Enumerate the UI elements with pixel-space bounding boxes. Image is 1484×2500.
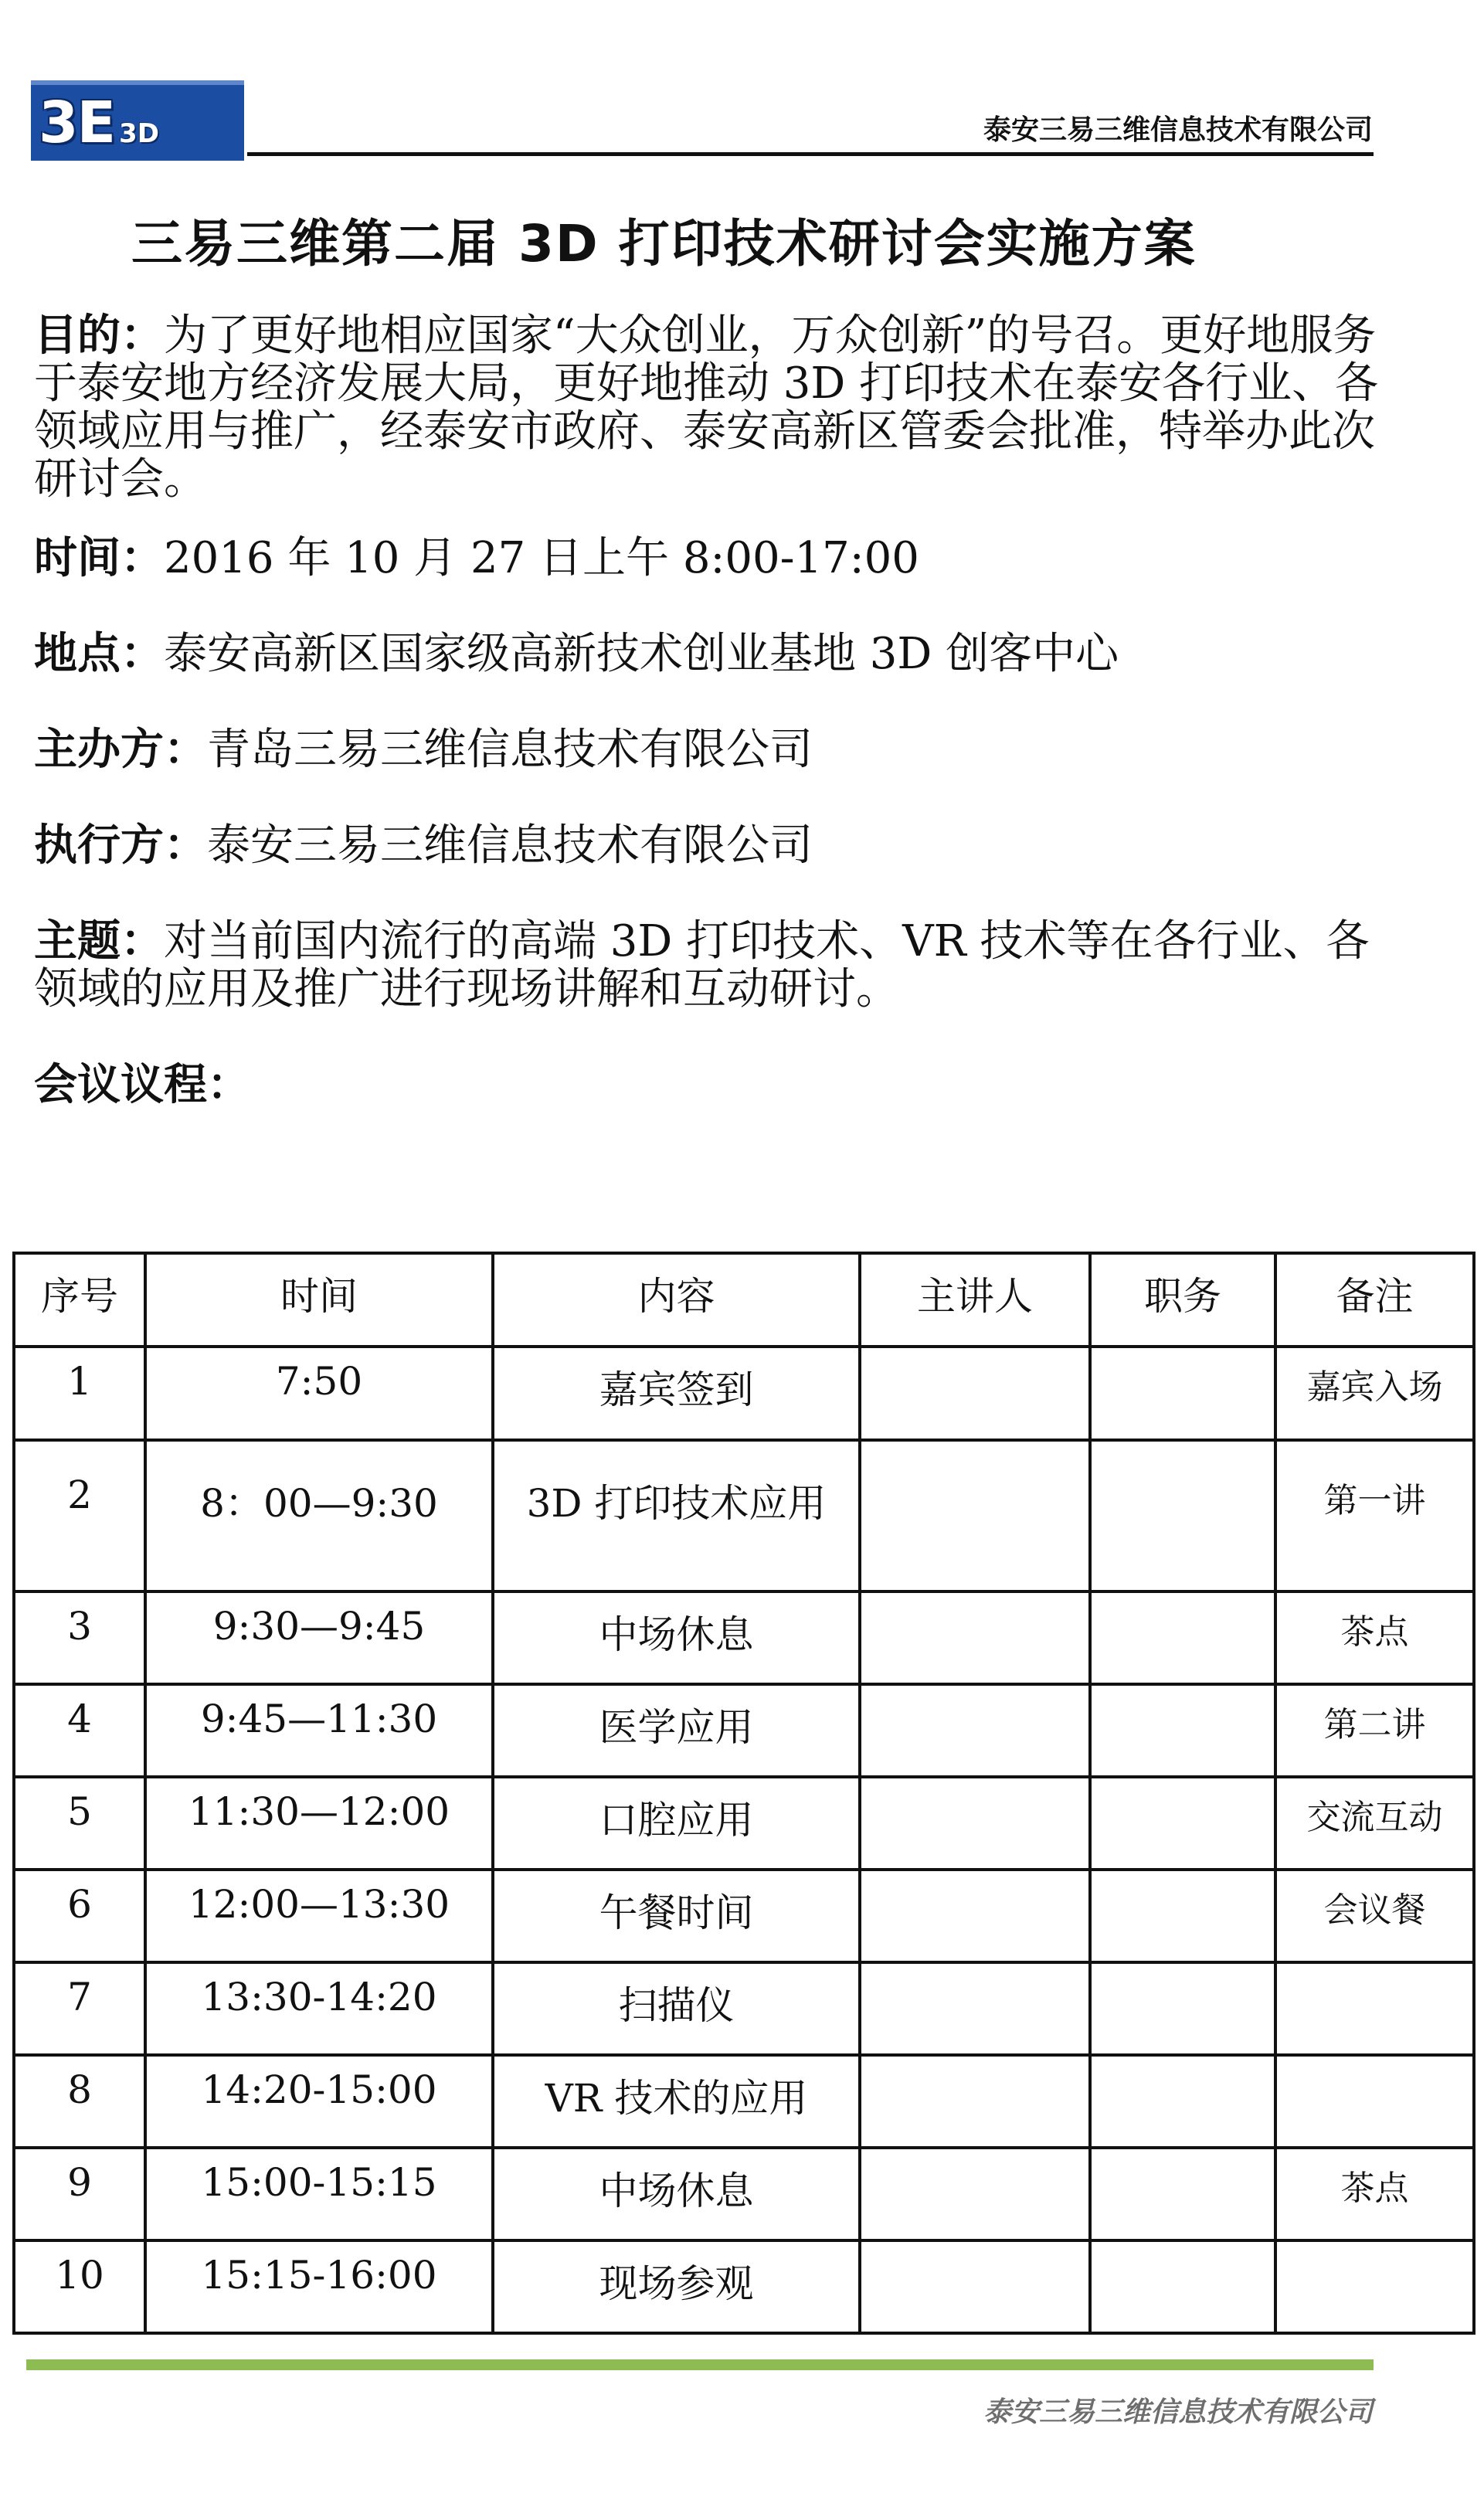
cell-content: 3D 打印技术应用 xyxy=(493,1440,860,1591)
cell-no: 10 xyxy=(14,2240,145,2333)
cell-speaker xyxy=(860,1684,1090,1777)
cell-content: 中场休息 xyxy=(493,2148,860,2240)
cell-speaker xyxy=(860,1347,1090,1440)
cell-no: 8 xyxy=(14,2055,145,2148)
cell-speaker xyxy=(860,1440,1090,1591)
host-paragraph xyxy=(34,726,1409,774)
cell-note: 茶点 xyxy=(1275,1591,1474,1684)
cell-note: 会议餐 xyxy=(1275,1870,1474,1962)
header-time: 时间 xyxy=(145,1253,493,1347)
table-row xyxy=(14,2055,1474,2148)
table-row xyxy=(14,1347,1474,1440)
cell-no: 9 xyxy=(14,2148,145,2240)
cell-note: 茶点 xyxy=(1275,2148,1474,2240)
cell-time: 8：00—9:30 xyxy=(145,1440,493,1591)
table-row xyxy=(14,1684,1474,1777)
purpose-text: 为了更好地相应国家“大众创业，万众创新”的号召。更好地服务于泰安地方经济发展大局，更好地推动 3D 打印技术在泰安各行业、各领域应用与推广，经泰安市政府、泰安高新区管委会批准，特举办此次研讨会。 xyxy=(34,311,1379,504)
agenda-table xyxy=(12,1252,1476,2335)
theme-text: 对当前国内流行的高端 3D 打印技术、VR 技术等在各行业、各领域的应用及推广进行现场讲解和互动研讨。 xyxy=(34,916,1370,1014)
cell-position xyxy=(1090,2055,1275,2148)
cell-note: 第二讲 xyxy=(1275,1684,1474,1777)
cell-time: 9:30—9:45 xyxy=(145,1591,493,1684)
company-logo xyxy=(31,80,244,161)
header-note: 备注 xyxy=(1275,1253,1474,1347)
logo-mark: 3E xyxy=(39,90,115,156)
footer-divider xyxy=(26,2359,1374,2370)
agenda-header-row xyxy=(14,1253,1474,1347)
cell-content: 医学应用 xyxy=(493,1684,860,1777)
theme-label: 主题： xyxy=(34,916,164,966)
header-speaker: 主讲人 xyxy=(860,1253,1090,1347)
location-label: 地点： xyxy=(34,629,164,679)
cell-speaker xyxy=(860,1870,1090,1962)
cell-position xyxy=(1090,2240,1275,2333)
header-no: 序号 xyxy=(14,1253,145,1347)
agenda-label-paragraph xyxy=(34,1061,1409,1109)
theme-paragraph xyxy=(34,918,1409,1014)
header-position: 职务 xyxy=(1090,1253,1275,1347)
executor-text: 泰安三易三维信息技术有限公司 xyxy=(207,820,813,871)
table-row xyxy=(14,1777,1474,1870)
cell-no: 3 xyxy=(14,1591,145,1684)
logo-sub-mark: 3D xyxy=(119,118,159,149)
table-row xyxy=(14,2240,1474,2333)
cell-position xyxy=(1090,1591,1275,1684)
cell-no: 4 xyxy=(14,1684,145,1777)
table-row xyxy=(14,2148,1474,2240)
document-title: 三易三维第二届 3D 打印技术研讨会实施方案 xyxy=(131,214,1197,273)
cell-time: 13:30-14:20 xyxy=(145,1962,493,2055)
cell-content: 中场休息 xyxy=(493,1591,860,1684)
cell-content: VR 技术的应用 xyxy=(493,2055,860,2148)
cell-position xyxy=(1090,2148,1275,2240)
cell-content: 午餐时间 xyxy=(493,1870,860,1962)
header-divider xyxy=(247,152,1374,156)
cell-time: 12:00—13:30 xyxy=(145,1870,493,1962)
cell-time: 15:15-16:00 xyxy=(145,2240,493,2333)
cell-position xyxy=(1090,1347,1275,1440)
cell-note: 交流互动 xyxy=(1275,1777,1474,1870)
header-content: 内容 xyxy=(493,1253,860,1347)
cell-content: 扫描仪 xyxy=(493,1962,860,2055)
table-row xyxy=(14,1870,1474,1962)
cell-speaker xyxy=(860,2148,1090,2240)
cell-note xyxy=(1275,2240,1474,2333)
cell-speaker xyxy=(860,1962,1090,2055)
table-row xyxy=(14,1962,1474,2055)
cell-position xyxy=(1090,1440,1275,1591)
executor-paragraph xyxy=(34,822,1409,870)
cell-speaker xyxy=(860,1777,1090,1870)
cell-content: 口腔应用 xyxy=(493,1777,860,1870)
cell-note: 嘉宾入场 xyxy=(1275,1347,1474,1440)
cell-no: 7 xyxy=(14,1962,145,2055)
executor-label: 执行方： xyxy=(34,820,207,871)
host-label: 主办方： xyxy=(34,725,207,775)
cell-no: 6 xyxy=(14,1870,145,1962)
cell-no: 1 xyxy=(14,1347,145,1440)
cell-position xyxy=(1090,1962,1275,2055)
cell-position xyxy=(1090,1870,1275,1962)
purpose-label: 目的： xyxy=(34,311,164,361)
time-paragraph xyxy=(34,535,1409,583)
cell-speaker xyxy=(860,1591,1090,1684)
cell-speaker xyxy=(860,2055,1090,2148)
cell-speaker xyxy=(860,2240,1090,2333)
cell-content: 嘉宾签到 xyxy=(493,1347,860,1440)
location-paragraph xyxy=(34,630,1409,678)
time-text: 2016 年 10 月 27 日上午 8:00-17:00 xyxy=(164,533,919,583)
cell-time: 7:50 xyxy=(145,1347,493,1440)
table-row xyxy=(14,1440,1474,1591)
cell-time: 14:20-15:00 xyxy=(145,2055,493,2148)
cell-note xyxy=(1275,2055,1474,2148)
host-text: 青岛三易三维信息技术有限公司 xyxy=(207,725,813,775)
cell-content: 现场参观 xyxy=(493,2240,860,2333)
agenda-label: 会议议程： xyxy=(34,1060,250,1110)
cell-position xyxy=(1090,1684,1275,1777)
location-text: 泰安高新区国家级高新技术创业基地 3D 创客中心 xyxy=(164,629,1119,679)
header-company-name: 泰安三易三维信息技术有限公司 xyxy=(983,114,1373,145)
purpose-paragraph xyxy=(34,312,1409,504)
cell-time: 11:30—12:00 xyxy=(145,1777,493,1870)
time-label: 时间： xyxy=(34,533,164,583)
cell-time: 15:00-15:15 xyxy=(145,2148,493,2240)
cell-no: 5 xyxy=(14,1777,145,1870)
cell-note: 第一讲 xyxy=(1275,1440,1474,1591)
document-body xyxy=(34,312,1409,1157)
cell-note xyxy=(1275,1962,1474,2055)
cell-no: 2 xyxy=(14,1440,145,1591)
table-row xyxy=(14,1591,1474,1684)
footer-company-name: 泰安三易三维信息技术有限公司 xyxy=(983,2396,1373,2427)
cell-time: 9:45—11:30 xyxy=(145,1684,493,1777)
cell-position xyxy=(1090,1777,1275,1870)
